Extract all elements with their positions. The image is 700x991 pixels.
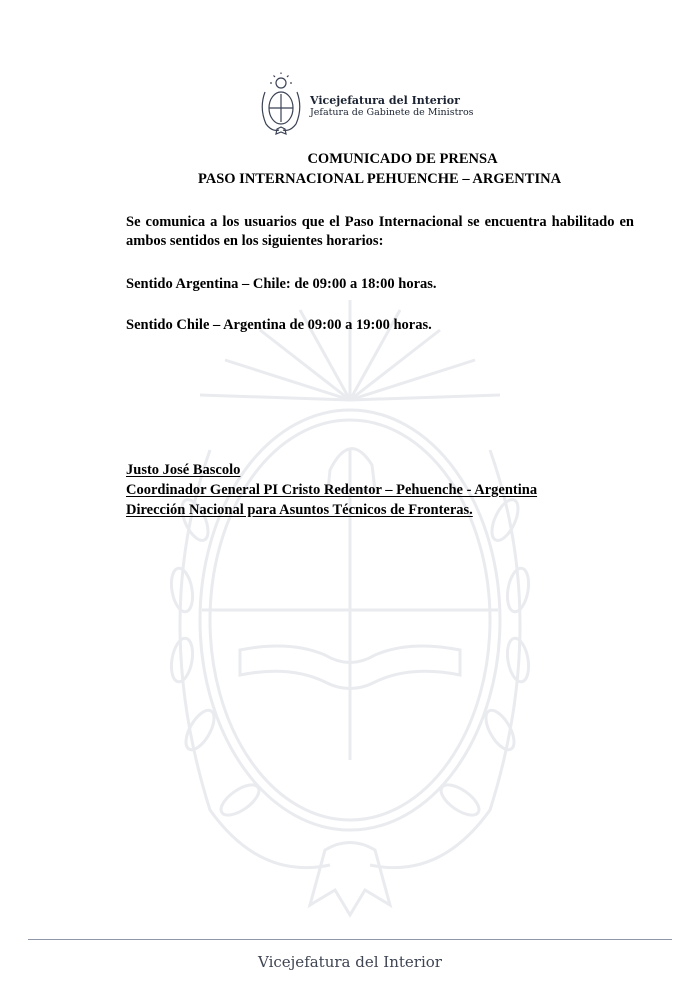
- signature-block: [126, 460, 537, 520]
- argentina-coat-of-arms-icon: [258, 72, 304, 136]
- signatory-name: Justo José Bascolo: [126, 462, 241, 478]
- footer-text: Vicejefatura del Interior: [258, 953, 442, 971]
- footer-rule: [28, 939, 672, 940]
- sun-rays: [200, 300, 500, 400]
- signatory-office: Dirección Nacional para Asuntos Técnicos de Fronteras.: [126, 502, 473, 518]
- header-subtitle: Jefatura de Gabinete de Ministros: [310, 107, 474, 118]
- document-subtitle: PASO INTERNACIONAL PEHUENCHE – ARGENTINA: [197, 171, 562, 187]
- schedule-argentina-chile: Sentido Argentina – Chile: de 09:00 a 18:00 horas.: [126, 276, 437, 292]
- schedule-chile-argentina: Sentido Chile – Argentina de 09:00 a 19:00 horas.: [126, 317, 432, 333]
- header-title: Vicejefatura del Interior: [310, 94, 460, 107]
- signatory-role: Coordinador General PI Cristo Redentor – Pehuenche - Argentina: [126, 482, 538, 498]
- ribbon: [310, 843, 390, 916]
- intro-paragraph: Se comunica a los usuarios que el Paso Internacional se encuentra habilitado en ambos sentidos en los siguientes horarios:: [126, 214, 634, 249]
- document-title: COMUNICADO DE PRENSA: [307, 151, 498, 167]
- coat-of-arms-watermark-icon: [150, 290, 550, 920]
- letterhead: [258, 72, 518, 136]
